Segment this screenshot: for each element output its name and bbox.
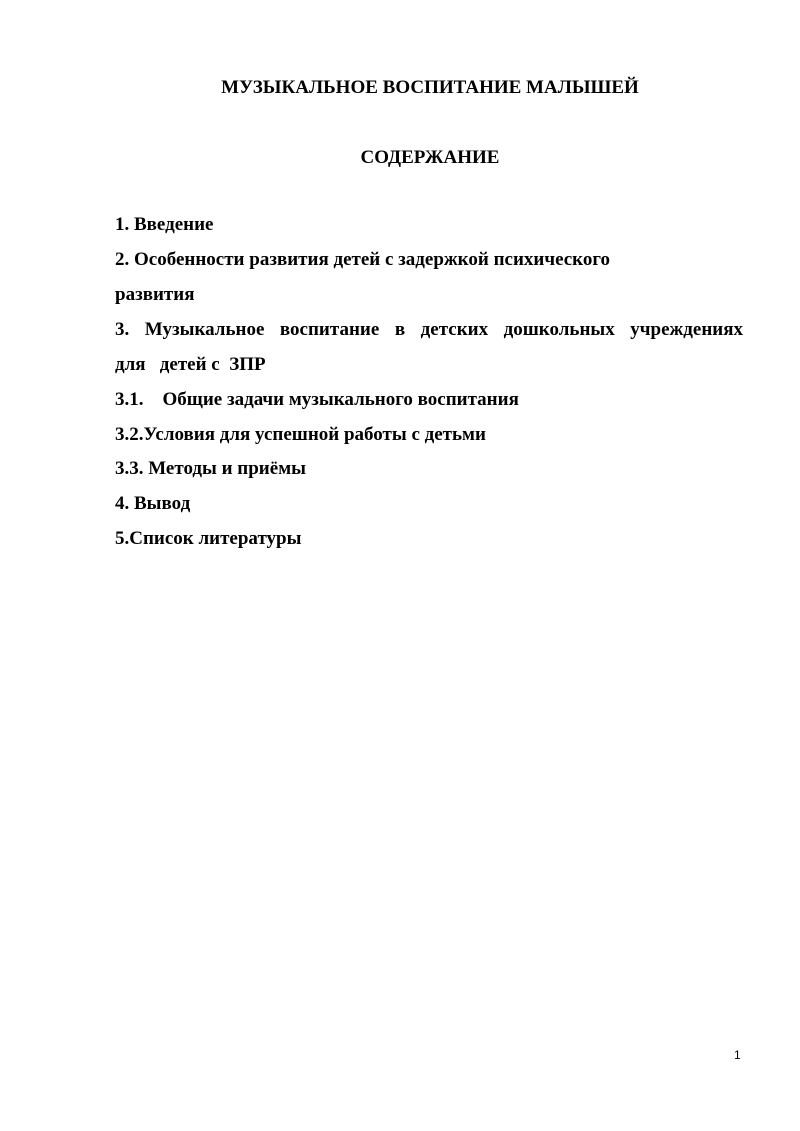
document-title: МУЗЫКАЛЬНОЕ ВОСПИТАНИЕ МАЛЫШЕЙ	[221, 77, 639, 98]
toc-item-general-tasks: 3.1. Общие задачи музыкального воспитания	[115, 389, 519, 410]
toc-item-development-features-cont: развития	[115, 284, 195, 305]
toc-item-methods: 3.3. Методы и приёмы	[115, 458, 306, 479]
toc-item-introduction: 1. Введение	[115, 214, 214, 235]
toc-item-conclusion: 4. Вывод	[115, 493, 191, 514]
toc-item-music-education-cont: для детей с ЗПР	[115, 354, 266, 375]
toc-item-conditions: 3.2.Условия для успешной работы с детьми	[115, 424, 486, 445]
page-number: 1	[734, 1048, 741, 1062]
toc-item-development-features: 2. Особенности развития детей с задержкой психического	[115, 249, 611, 270]
toc-item-music-education: 3. Музыкальное воспитание в детских дошкольных учреждениях	[115, 319, 743, 340]
toc-heading: СОДЕРЖАНИЕ	[360, 147, 500, 168]
toc-item-bibliography: 5.Список литературы	[115, 528, 302, 549]
